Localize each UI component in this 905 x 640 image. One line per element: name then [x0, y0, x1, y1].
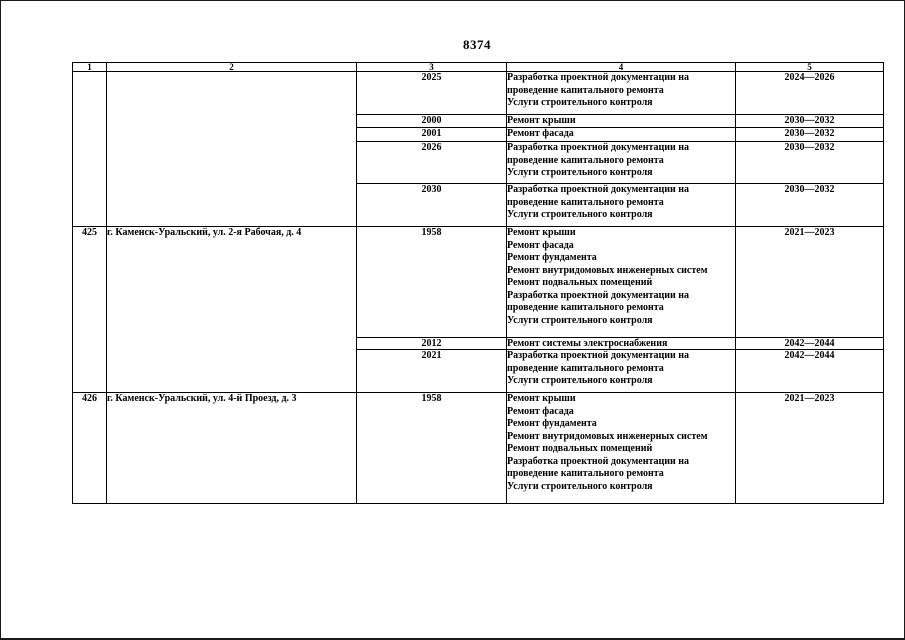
- period-cell: 2042—2044: [736, 350, 884, 393]
- work-line: Услуги строительного контроля: [507, 97, 653, 108]
- work-line: Ремонт крыши: [507, 115, 576, 126]
- address-cell: г. Каменск-Уральский, ул. 4-й Проезд, д. 3: [107, 393, 357, 504]
- period-cell: 2030—2032: [736, 184, 884, 227]
- year-cell: 2021: [357, 350, 507, 393]
- works-cell: [507, 115, 736, 128]
- work-line: Услуги строительного контроля: [507, 480, 653, 492]
- year-cell: 2026: [357, 142, 507, 184]
- period-cell: 2042—2044: [736, 338, 884, 350]
- year-cell: 2000: [357, 115, 507, 128]
- period-cell: 2030—2032: [736, 115, 884, 128]
- row-number-cell: 425: [73, 227, 107, 393]
- year-cell: 2012: [357, 338, 507, 350]
- work-line: Разработка проектной документации на: [507, 184, 690, 195]
- year-cell: 2030: [357, 184, 507, 227]
- header-col-3: 3: [357, 63, 507, 72]
- work-line: Разработка проектной документации на: [507, 455, 690, 467]
- header-row: [73, 63, 884, 72]
- header-col-4: 4: [507, 63, 736, 72]
- row-number-cell: 426: [73, 393, 107, 504]
- address-cell: г. Каменск-Уральский, ул. 2-я Рабочая, д. 4: [107, 227, 357, 393]
- work-line: Разработка проектной документации на: [507, 142, 690, 153]
- work-line: проведение капитального ремонта: [507, 362, 664, 374]
- header-col-2: 2: [107, 63, 357, 72]
- work-line: Ремонт подвальных помещений: [507, 277, 653, 288]
- works-schedule-table: [72, 62, 884, 504]
- work-line: Ремонт крыши: [507, 393, 576, 404]
- table-row: [73, 393, 884, 504]
- period-cell: 2021—2023: [736, 393, 884, 504]
- work-line: Услуги строительного контроля: [507, 167, 653, 178]
- works-cell: [507, 227, 736, 338]
- period-cell: 2030—2032: [736, 142, 884, 184]
- work-line: проведение капитального ремонта: [507, 302, 664, 313]
- work-line: Ремонт внутридомовых инженерных систем: [507, 264, 708, 276]
- work-line: Ремонт фасада: [507, 239, 574, 251]
- period-cell: 2021—2023: [736, 227, 884, 338]
- period-cell: 2030—2032: [736, 128, 884, 142]
- work-line: Разработка проектной документации на: [507, 350, 690, 361]
- work-line: Ремонт системы электроснабжения: [507, 338, 668, 349]
- work-line: Ремонт фасада: [507, 128, 574, 139]
- year-cell: 2025: [357, 72, 507, 115]
- row-number-cell: [73, 72, 107, 227]
- header-col-1: 1: [73, 63, 107, 72]
- table-row: [73, 72, 884, 115]
- work-line: Ремонт подвальных помещений: [507, 443, 653, 454]
- work-line: Услуги строительного контроля: [507, 375, 653, 386]
- works-cell: [507, 393, 736, 504]
- work-line: Услуги строительного контроля: [507, 209, 653, 220]
- works-cell: [507, 142, 736, 184]
- work-line: Услуги строительного контроля: [507, 314, 653, 326]
- year-cell: 1958: [357, 227, 507, 338]
- year-cell: 2001: [357, 128, 507, 142]
- work-line: проведение капитального ремонта: [507, 84, 664, 96]
- work-line: проведение капитального ремонта: [507, 154, 664, 166]
- address-cell: [107, 72, 357, 227]
- page-number: 8374: [463, 37, 491, 52]
- header-col-5: 5: [736, 63, 884, 72]
- work-line: проведение капитального ремонта: [507, 196, 664, 208]
- works-cell: [507, 128, 736, 142]
- works-cell: [507, 72, 736, 115]
- works-cell: [507, 350, 736, 393]
- work-line: Разработка проектной документации на: [507, 72, 690, 83]
- table-row: [73, 227, 884, 338]
- period-cell: 2024—2026: [736, 72, 884, 115]
- work-line: Ремонт фасада: [507, 405, 574, 417]
- works-cell: [507, 338, 736, 350]
- work-line: Ремонт фундамента: [507, 418, 597, 429]
- year-cell: 1958: [357, 393, 507, 504]
- work-line: Ремонт крыши: [507, 227, 576, 238]
- work-line: Ремонт фундамента: [507, 252, 597, 263]
- work-line: Разработка проектной документации на: [507, 289, 690, 301]
- work-line: проведение капитального ремонта: [507, 468, 664, 479]
- work-line: Ремонт внутридомовых инженерных систем: [507, 430, 708, 442]
- works-cell: [507, 184, 736, 227]
